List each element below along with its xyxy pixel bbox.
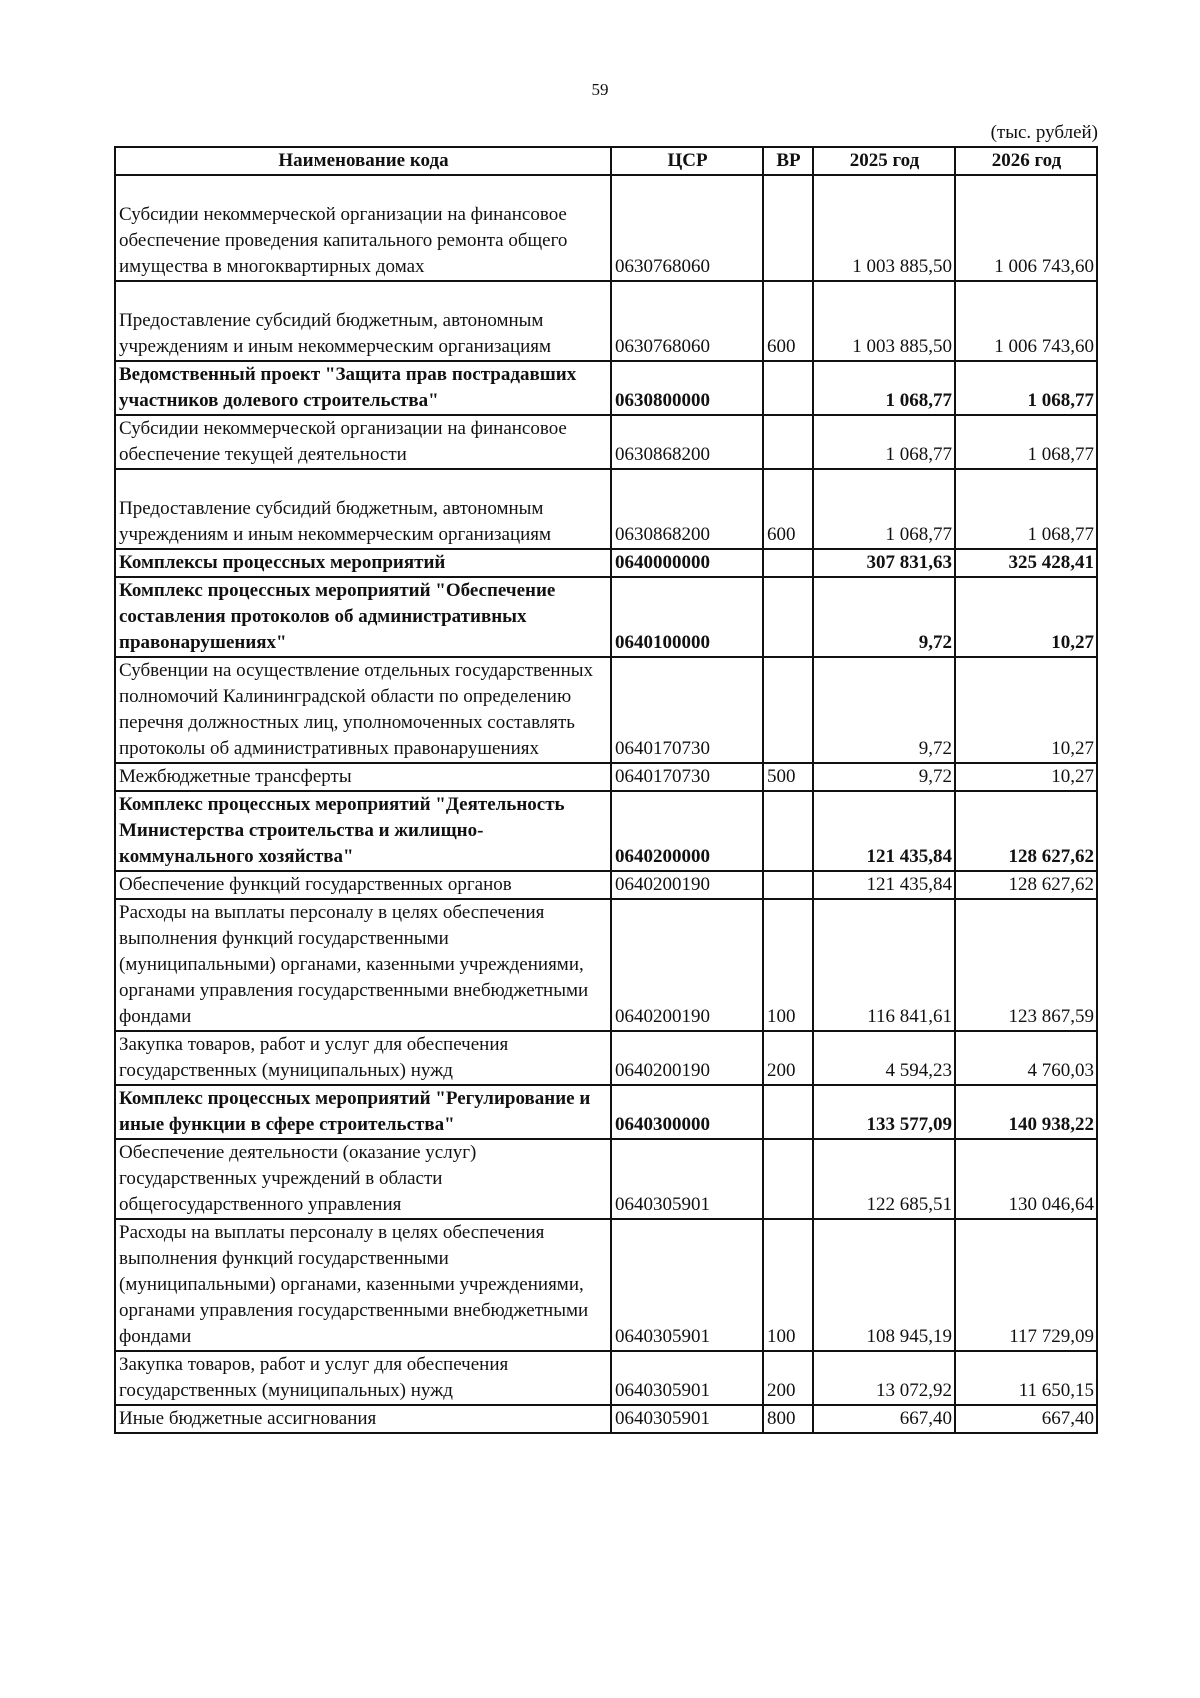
- row-csr-cell: 0640305901: [611, 1219, 763, 1351]
- row-csr-cell: 0640305901: [611, 1405, 763, 1433]
- header-row: [115, 147, 1097, 175]
- row-2025-cell: 13 072,92: [813, 1351, 955, 1405]
- row-vr-cell: 800: [763, 1405, 813, 1433]
- row-2026-cell: 667,40: [955, 1405, 1097, 1433]
- row-2025-cell: 1 068,77: [813, 469, 955, 549]
- row-name-cell: Обеспечение деятельности (оказание услуг) государственных учреждений в области общегосударственного управления: [115, 1139, 611, 1219]
- row-vr-cell: [763, 1139, 813, 1219]
- row-2026-cell: 123 867,59: [955, 899, 1097, 1031]
- row-vr-cell: 200: [763, 1031, 813, 1085]
- row-2025-cell: 1 068,77: [813, 361, 955, 415]
- table-row: [115, 415, 1097, 469]
- row-2026-cell: 130 046,64: [955, 1139, 1097, 1219]
- row-2026-cell: 325 428,41: [955, 549, 1097, 577]
- row-2025-cell: 108 945,19: [813, 1219, 955, 1351]
- row-csr-cell: 0630768060: [611, 175, 763, 281]
- row-2025-cell: 9,72: [813, 577, 955, 657]
- row-vr-cell: [763, 791, 813, 871]
- table-row: [115, 361, 1097, 415]
- table-body: [115, 175, 1097, 1433]
- row-vr-cell: [763, 361, 813, 415]
- header-2026: 2026 год: [955, 147, 1097, 175]
- row-2025-cell: 121 435,84: [813, 791, 955, 871]
- row-2026-cell: 1 068,77: [955, 415, 1097, 469]
- row-2025-cell: 9,72: [813, 657, 955, 763]
- row-name-cell: Субсидии некоммерческой организации на финансовое обеспечение проведения капитального ремонта общего имущества в многоквартирных домах: [115, 175, 611, 281]
- row-2026-cell: 10,27: [955, 577, 1097, 657]
- table-row: [115, 1031, 1097, 1085]
- row-name-cell: Предоставление субсидий бюджетным, автономным учреждениям и иным некоммерческим организациям: [115, 281, 611, 361]
- row-2026-cell: 1 068,77: [955, 469, 1097, 549]
- table-row: [115, 549, 1097, 577]
- row-2026-cell: 140 938,22: [955, 1085, 1097, 1139]
- row-vr-cell: [763, 1085, 813, 1139]
- header-name: Наименование кода: [115, 147, 611, 175]
- table-row: [115, 657, 1097, 763]
- row-csr-cell: 0630768060: [611, 281, 763, 361]
- table-row: [115, 1085, 1097, 1139]
- row-csr-cell: 0640170730: [611, 763, 763, 791]
- header-2025: 2025 год: [813, 147, 955, 175]
- table-row: [115, 871, 1097, 899]
- table-row: [115, 1351, 1097, 1405]
- row-2026-cell: 128 627,62: [955, 871, 1097, 899]
- row-csr-cell: 0640200190: [611, 899, 763, 1031]
- row-2026-cell: 10,27: [955, 657, 1097, 763]
- row-2026-cell: 1 006 743,60: [955, 281, 1097, 361]
- row-csr-cell: 0640200190: [611, 871, 763, 899]
- row-2025-cell: 4 594,23: [813, 1031, 955, 1085]
- table-row: [115, 791, 1097, 871]
- row-name-cell: Ведомственный проект "Защита прав пострадавших участников долевого строительства": [115, 361, 611, 415]
- row-csr-cell: 0640000000: [611, 549, 763, 577]
- row-2025-cell: 121 435,84: [813, 871, 955, 899]
- row-2025-cell: 1 068,77: [813, 415, 955, 469]
- row-vr-cell: 100: [763, 899, 813, 1031]
- row-csr-cell: 0640170730: [611, 657, 763, 763]
- table-row: [115, 281, 1097, 361]
- row-2026-cell: 117 729,09: [955, 1219, 1097, 1351]
- units-label: (тыс. рублей): [990, 122, 1098, 143]
- row-name-cell: Субсидии некоммерческой организации на финансовое обеспечение текущей деятельности: [115, 415, 611, 469]
- table-row: [115, 577, 1097, 657]
- row-vr-cell: [763, 415, 813, 469]
- row-2025-cell: 133 577,09: [813, 1085, 955, 1139]
- row-name-cell: Закупка товаров, работ и услуг для обеспечения государственных (муниципальных) нужд: [115, 1351, 611, 1405]
- row-vr-cell: [763, 175, 813, 281]
- row-2026-cell: 128 627,62: [955, 791, 1097, 871]
- row-name-cell: Иные бюджетные ассигнования: [115, 1405, 611, 1433]
- row-vr-cell: 600: [763, 469, 813, 549]
- row-vr-cell: [763, 549, 813, 577]
- row-2025-cell: 116 841,61: [813, 899, 955, 1031]
- row-csr-cell: 0640305901: [611, 1139, 763, 1219]
- row-2026-cell: 11 650,15: [955, 1351, 1097, 1405]
- row-csr-cell: 0630800000: [611, 361, 763, 415]
- table-row: [115, 1405, 1097, 1433]
- row-vr-cell: [763, 577, 813, 657]
- row-name-cell: Комплексы процессных мероприятий: [115, 549, 611, 577]
- row-csr-cell: 0640200190: [611, 1031, 763, 1085]
- row-vr-cell: [763, 657, 813, 763]
- table-row: [115, 1139, 1097, 1219]
- row-vr-cell: 500: [763, 763, 813, 791]
- row-name-cell: Обеспечение функций государственных органов: [115, 871, 611, 899]
- row-vr-cell: [763, 871, 813, 899]
- row-2025-cell: 9,72: [813, 763, 955, 791]
- row-name-cell: Закупка товаров, работ и услуг для обеспечения государственных (муниципальных) нужд: [115, 1031, 611, 1085]
- table-row: [115, 763, 1097, 791]
- row-name-cell: Субвенции на осуществление отдельных государственных полномочий Калининградской области по определению перечня должностных лиц, уполномоченных составлять протоколы об административных правонарушениях: [115, 657, 611, 763]
- row-2025-cell: 307 831,63: [813, 549, 955, 577]
- row-2025-cell: 667,40: [813, 1405, 955, 1433]
- row-name-cell: Расходы на выплаты персоналу в целях обеспечения выполнения функций государственными (муниципальными) органами, казенными учреждениями, органами управления государственными внебюджетными фондами: [115, 899, 611, 1031]
- row-csr-cell: 0640300000: [611, 1085, 763, 1139]
- row-name-cell: Комплекс процессных мероприятий "Регулирование и иные функции в сфере строительства": [115, 1085, 611, 1139]
- row-2026-cell: 1 068,77: [955, 361, 1097, 415]
- row-vr-cell: 600: [763, 281, 813, 361]
- row-name-cell: Межбюджетные трансферты: [115, 763, 611, 791]
- row-name-cell: Предоставление субсидий бюджетным, автономным учреждениям и иным некоммерческим организациям: [115, 469, 611, 549]
- table-row: [115, 469, 1097, 549]
- table-row: [115, 1219, 1097, 1351]
- row-vr-cell: 200: [763, 1351, 813, 1405]
- row-csr-cell: 0640100000: [611, 577, 763, 657]
- table-row: [115, 175, 1097, 281]
- row-2025-cell: 1 003 885,50: [813, 281, 955, 361]
- row-2025-cell: 1 003 885,50: [813, 175, 955, 281]
- row-2025-cell: 122 685,51: [813, 1139, 955, 1219]
- row-name-cell: Комплекс процессных мероприятий "Деятельность Министерства строительства и жилищно-коммунального хозяйства": [115, 791, 611, 871]
- row-name-cell: Расходы на выплаты персоналу в целях обеспечения выполнения функций государственными (муниципальными) органами, казенными учреждениями, органами управления государственными внебюджетными фондами: [115, 1219, 611, 1351]
- row-2026-cell: 4 760,03: [955, 1031, 1097, 1085]
- row-2026-cell: 1 006 743,60: [955, 175, 1097, 281]
- row-2026-cell: 10,27: [955, 763, 1097, 791]
- header-csr: ЦСР: [611, 147, 763, 175]
- row-csr-cell: 0640200000: [611, 791, 763, 871]
- row-name-cell: Комплекс процессных мероприятий "Обеспечение составления протоколов об административных правонарушениях": [115, 577, 611, 657]
- row-csr-cell: 0630868200: [611, 469, 763, 549]
- page-number: 59: [591, 80, 609, 99]
- budget-table: [114, 146, 1098, 1434]
- row-csr-cell: 0640305901: [611, 1351, 763, 1405]
- row-csr-cell: 0630868200: [611, 415, 763, 469]
- table-row: [115, 899, 1097, 1031]
- row-vr-cell: 100: [763, 1219, 813, 1351]
- header-vr: ВР: [763, 147, 813, 175]
